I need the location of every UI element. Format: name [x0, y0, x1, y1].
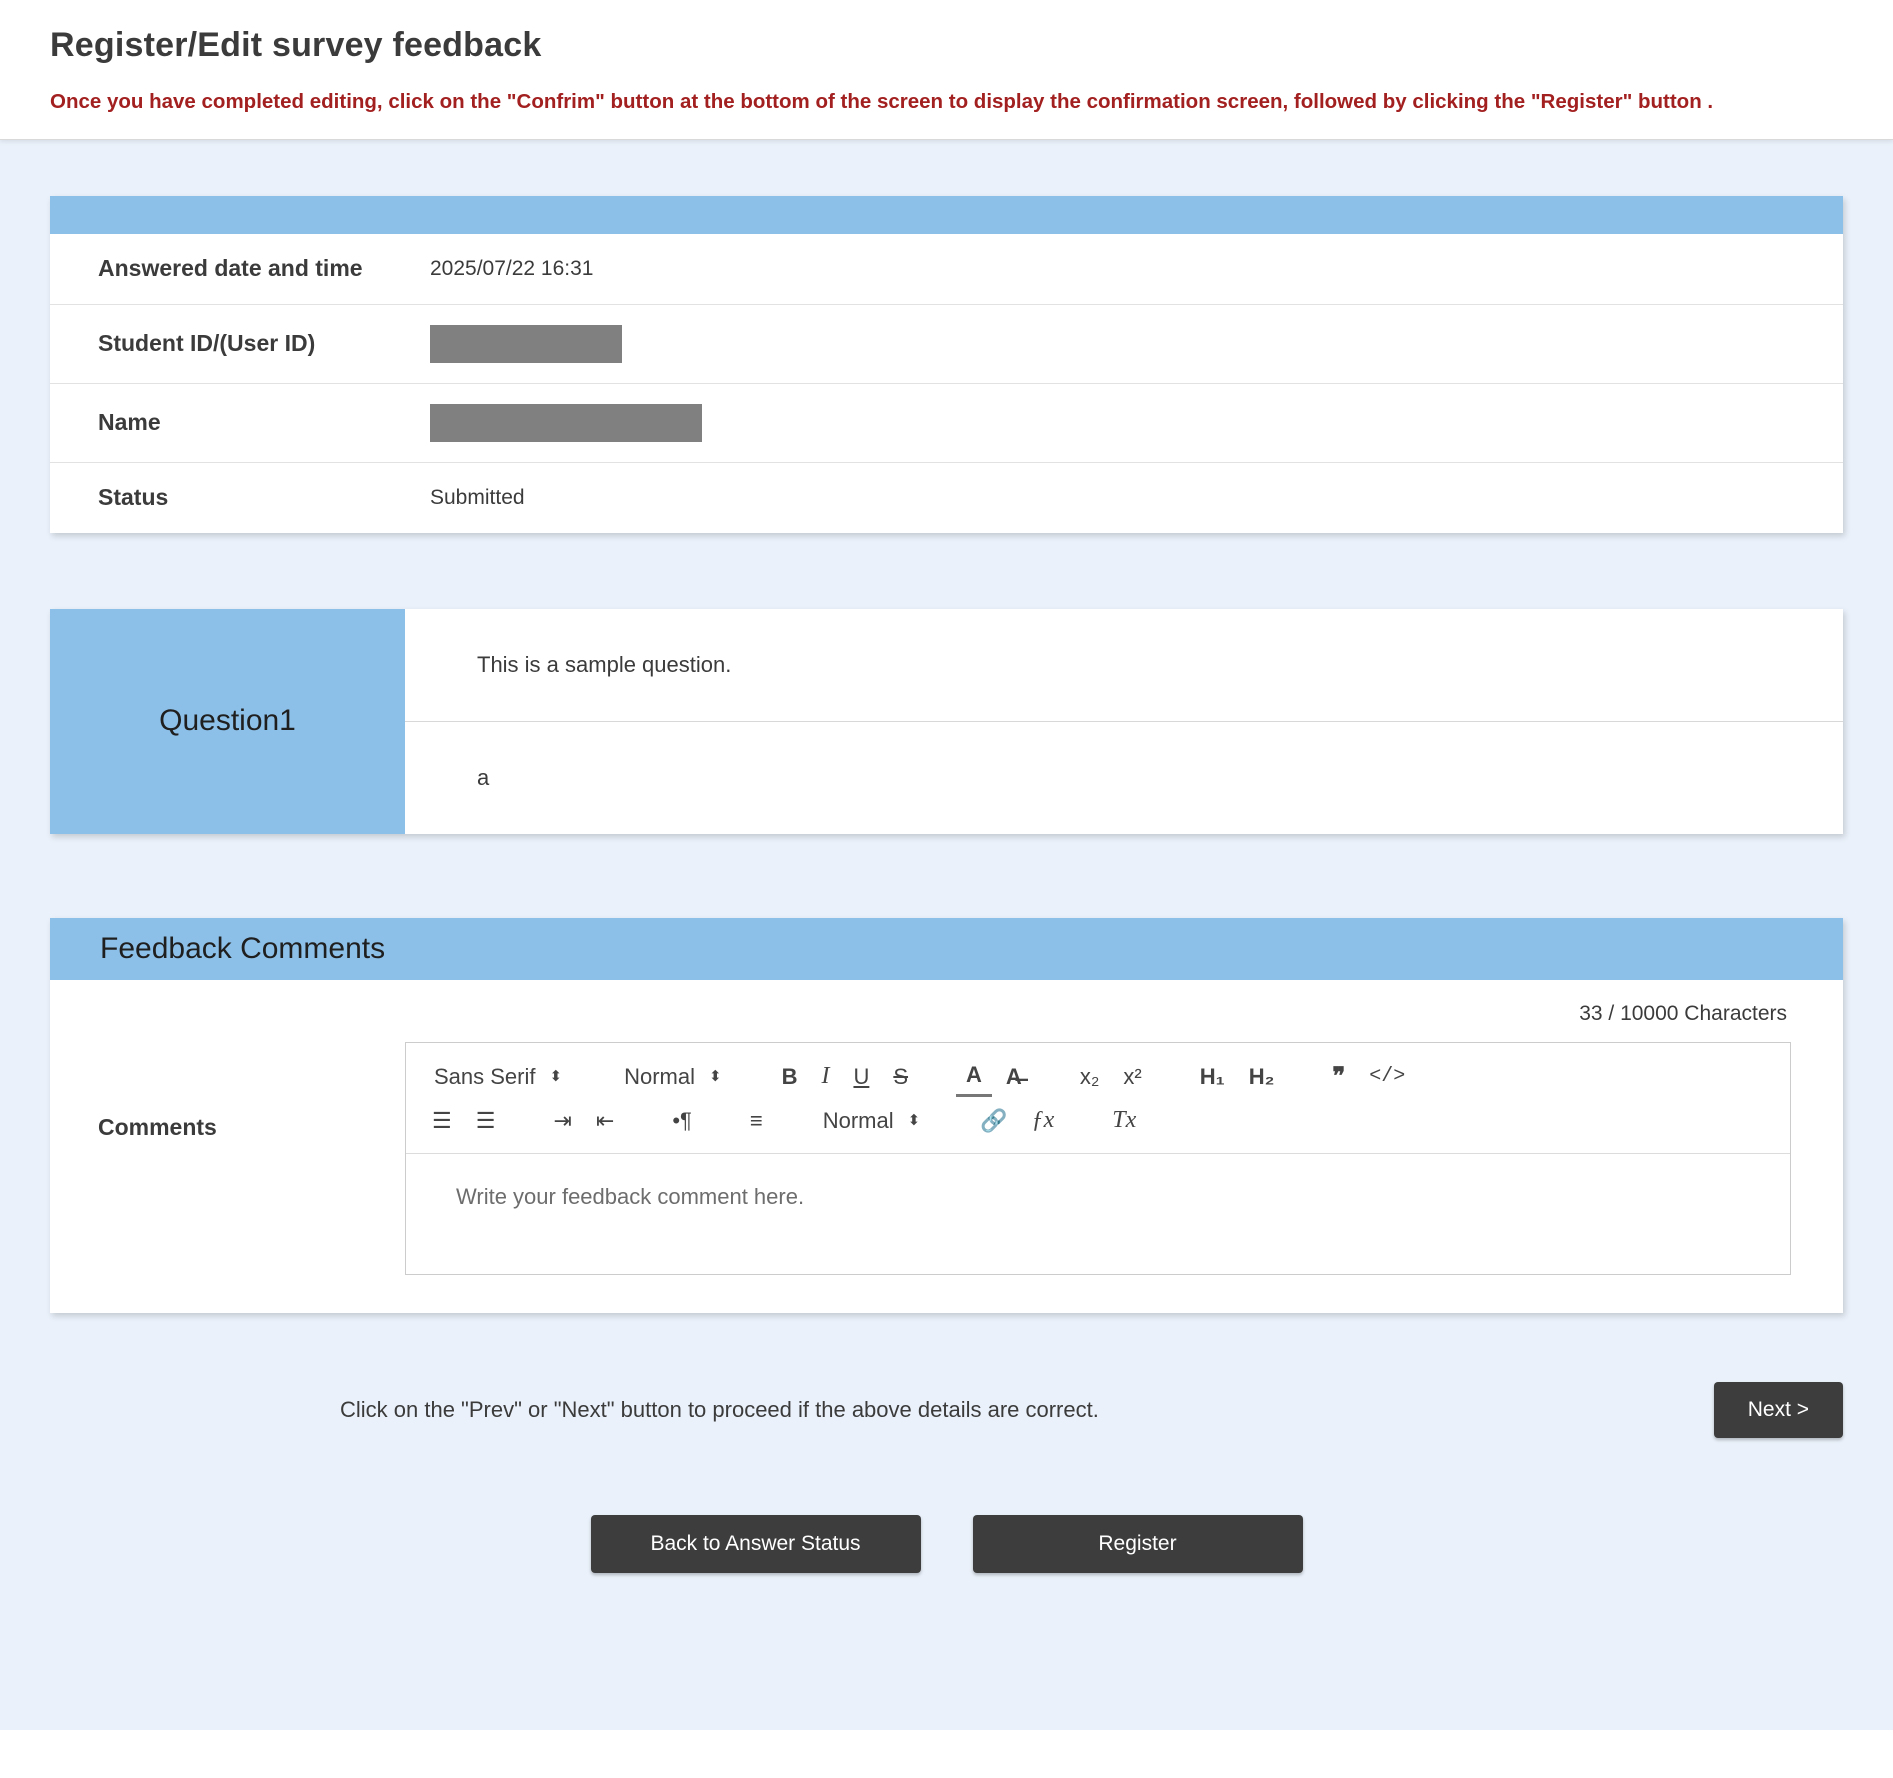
page-header	[0, 0, 1893, 140]
row-value-answered-date: 2025/07/22 16:31	[430, 256, 594, 280]
feedback-comments-card	[50, 918, 1843, 1313]
formula-icon[interactable]: ƒx	[1031, 1107, 1055, 1133]
editor-wrapper	[405, 980, 1843, 1275]
table-row	[50, 462, 1843, 532]
navigation-row	[50, 1375, 1843, 1445]
bottom-button-row	[0, 1515, 1893, 1643]
feedback-section-title: Feedback Comments	[50, 918, 1843, 980]
card-accent-bar	[50, 196, 1843, 234]
italic-icon[interactable]: I	[821, 1063, 830, 1089]
answer-info-card	[50, 196, 1843, 533]
row-label-answered-date: Answered date and time	[98, 254, 363, 281]
table-row	[50, 234, 1843, 304]
row-label-name: Name	[98, 408, 161, 435]
character-counter: 33 / 10000 Characters	[1579, 1001, 1787, 1025]
rich-text-editor[interactable]	[405, 1042, 1791, 1275]
next-button[interactable]: Next >	[1714, 1382, 1843, 1438]
paragraph-style-select[interactable]	[811, 1101, 932, 1141]
chevron-updown-icon: ⬍	[907, 1112, 921, 1129]
font-size-select[interactable]	[612, 1057, 733, 1097]
feedback-body	[50, 980, 1843, 1313]
row-label-student-id: Student ID/(User ID)	[98, 329, 316, 356]
code-block-icon[interactable]: </>	[1369, 1065, 1406, 1088]
comments-input[interactable]: Write your feedback comment here.	[456, 1183, 805, 1209]
page-instruction: Once you have completed editing, click on the "Confrim" button at the bottom of the screen to display the confirmation screen, followed by clicking the "Register" button .	[50, 90, 1714, 113]
navigation-hint: Click on the "Prev" or "Next" button to proceed if the above details are correct.	[340, 1396, 1099, 1422]
page-title: Register/Edit survey feedback	[50, 26, 542, 64]
align-icon[interactable]: ≡	[749, 1107, 763, 1133]
row-value-status: Submitted	[430, 485, 525, 509]
bullet-list-icon[interactable]: ☰	[475, 1107, 496, 1133]
row-value-name	[410, 383, 1843, 462]
question-body	[405, 609, 1843, 834]
register-button[interactable]: Register	[973, 1515, 1303, 1573]
subscript-icon[interactable]: x₂	[1079, 1063, 1100, 1089]
heading1-icon[interactable]: H₁	[1199, 1063, 1225, 1089]
back-to-answer-status-button[interactable]: Back to Answer Status	[591, 1515, 921, 1573]
bold-icon[interactable]: B	[781, 1063, 798, 1089]
blockquote-icon[interactable]: ❞	[1332, 1063, 1346, 1090]
underline-icon[interactable]: U	[853, 1063, 870, 1089]
redaction-block	[430, 404, 702, 442]
outdent-icon[interactable]: ⇥	[553, 1107, 572, 1133]
table-row	[50, 383, 1843, 462]
text-color-icon[interactable]: A	[956, 1057, 992, 1097]
clear-format-icon[interactable]: Tx	[1112, 1107, 1137, 1133]
question-label: Question1	[50, 609, 405, 834]
editor-toolbar[interactable]	[406, 1043, 1790, 1154]
link-icon[interactable]: 🔗	[980, 1107, 1008, 1133]
font-family-select[interactable]	[422, 1057, 574, 1097]
question-answer: a	[477, 764, 490, 790]
answer-info-table	[50, 234, 1843, 533]
font-family-value: Sans Serif	[434, 1063, 536, 1089]
redaction-block	[430, 325, 622, 363]
chevron-updown-icon: ⬍	[708, 1068, 722, 1085]
indent-icon[interactable]: ⇤	[595, 1107, 615, 1133]
content-area	[0, 140, 1893, 1730]
table-row	[50, 304, 1843, 383]
highlight-color-icon[interactable]: A̶	[1005, 1063, 1022, 1089]
toolbar-row-1[interactable]	[422, 1055, 1774, 1099]
paragraph-style-value: Normal	[822, 1107, 894, 1133]
chevron-updown-icon: ⬍	[549, 1068, 563, 1085]
ordered-list-icon[interactable]: ☰	[432, 1107, 452, 1133]
row-label-status: Status	[98, 483, 169, 510]
font-size-value: Normal	[624, 1063, 695, 1089]
question-card	[50, 609, 1843, 834]
question-text: This is a sample question.	[405, 609, 1843, 722]
row-value-student-id	[410, 304, 1843, 383]
superscript-icon[interactable]: x²	[1123, 1063, 1142, 1089]
toolbar-row-2[interactable]	[422, 1099, 1774, 1143]
heading2-icon[interactable]: H₂	[1248, 1063, 1275, 1089]
strikethrough-icon[interactable]: S	[893, 1063, 909, 1089]
comments-field-label: Comments	[98, 1113, 217, 1140]
text-direction-icon[interactable]: •¶	[672, 1107, 692, 1133]
